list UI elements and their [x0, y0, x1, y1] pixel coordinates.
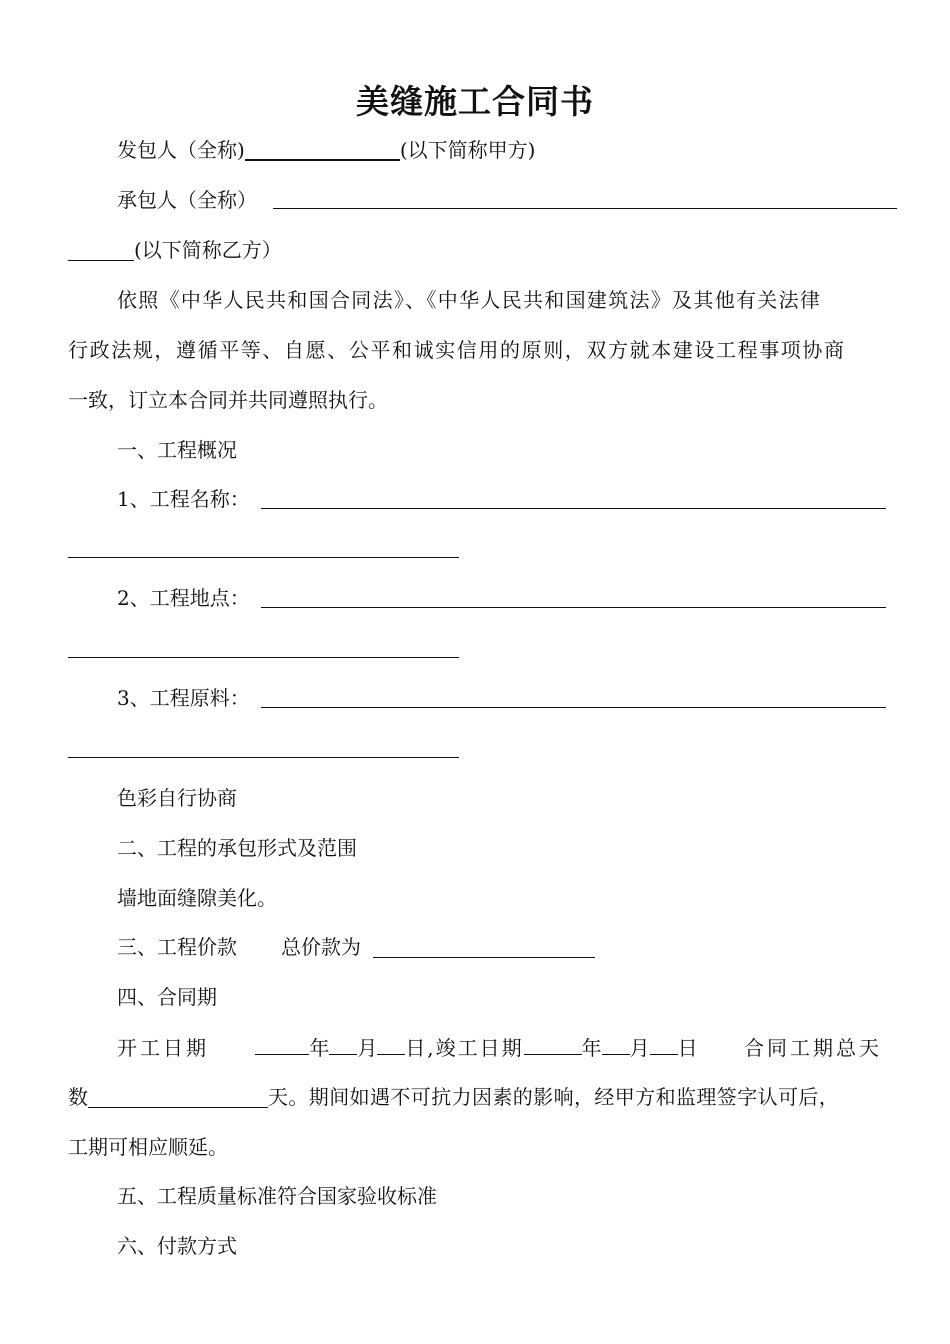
party-b-line-2 [68, 237, 282, 263]
start-year-label: 年 [309, 1036, 330, 1060]
start-year-blank[interactable] [255, 1034, 309, 1055]
end-month-blank[interactable] [602, 1034, 630, 1055]
party-b-suffix: (以下简称乙方） [134, 238, 282, 262]
contract-period-line-1 [117, 1034, 882, 1061]
preamble-line-2: 行政法规，遵循平等、自愿、公平和诚实信用的原则，双方就本建设工程事项协商 [68, 338, 846, 362]
contract-period-extension: 工期可相应顺延。 [68, 1135, 228, 1159]
project-name-blank-cont[interactable] [68, 557, 459, 558]
section-2-heading: 二、工程的承包形式及范围 [117, 836, 357, 860]
end-day-blank[interactable] [650, 1034, 678, 1055]
preamble-line-3: 一致，订立本合同并共同遵照执行。 [68, 388, 388, 412]
preamble-text-1: 依照《中华人民共和国合同法》、《中华人民共和国建筑法》及其他有关法律 [117, 288, 822, 312]
project-location-blank-cont[interactable] [68, 657, 459, 658]
start-month-blank[interactable] [329, 1034, 357, 1055]
document-title: 美缝施工合同书 [356, 82, 594, 121]
project-material-blank-cont[interactable] [68, 757, 459, 758]
start-month-label: 月 [357, 1036, 378, 1060]
section-6-heading: 六、付款方式 [117, 1234, 237, 1258]
party-a-blank[interactable] [245, 139, 400, 161]
item-1-label: 1、工程名称： [117, 487, 250, 511]
section-1-heading: 一、工程概况 [117, 438, 237, 462]
party-a-suffix: (以下简称甲方) [399, 138, 536, 162]
project-material-blank[interactable] [261, 707, 886, 708]
section-4-heading: 四、合同期 [117, 985, 217, 1009]
total-price-blank[interactable] [373, 937, 595, 958]
end-year-label: 年 [581, 1036, 602, 1060]
party-b-line [117, 187, 257, 213]
section-2-content: 墙地面缝隙美化。 [117, 886, 277, 910]
section-5-heading: 五、工程质量标准符合国家验收标准 [117, 1184, 437, 1208]
preamble-line-1 [117, 287, 882, 313]
end-year-blank[interactable] [524, 1034, 582, 1055]
item-2-label: 2、工程地点： [117, 586, 250, 610]
section-3-heading: 三、工程价款 [117, 935, 237, 959]
party-b-blank-cont[interactable] [68, 240, 134, 261]
contract-period-line-2 [68, 1084, 839, 1110]
party-a-line [117, 137, 535, 163]
start-day-blank[interactable] [377, 1034, 405, 1055]
end-month-label: 月 [629, 1036, 650, 1060]
total-days-label: 合同工期总天 [743, 1036, 882, 1060]
total-days-blank[interactable] [88, 1087, 268, 1108]
project-name-blank[interactable] [261, 508, 886, 509]
start-date-label: 开工日期 [117, 1036, 209, 1060]
price-label: 总价款为 [281, 935, 361, 959]
project-location-blank[interactable] [261, 607, 886, 608]
party-a-label: 发包人（全称) [117, 138, 245, 162]
total-days-shu: 数 [68, 1085, 88, 1109]
section-3-line [117, 934, 595, 960]
total-days-suffix: 天。期间如遇不可抗力因素的影响，经甲方和监理签字认可后， [268, 1085, 840, 1109]
color-note: 色彩自行协商 [117, 786, 237, 810]
party-b-blank[interactable] [273, 208, 897, 209]
party-b-label: 承包人（全称） [117, 188, 257, 212]
item-3-label: 3、工程原料： [117, 686, 250, 710]
completion-date-label: 日,竣工日期 [405, 1036, 524, 1060]
end-day-label: 日 [677, 1036, 698, 1060]
